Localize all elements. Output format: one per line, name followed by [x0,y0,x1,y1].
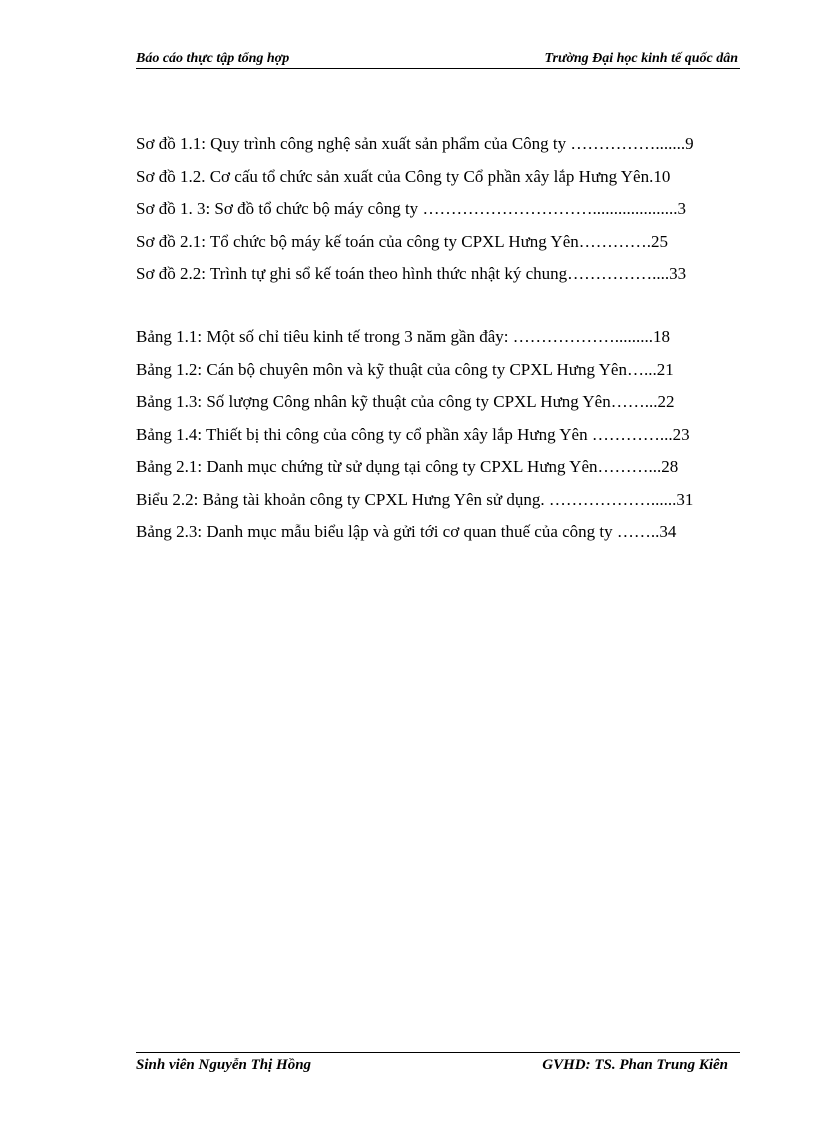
toc-entry [136,516,740,549]
toc-entry-leader: ……………....... [570,134,686,153]
toc-entry-text: Bảng 2.1: Danh mục chứng từ sử dụng tại công ty CPXL Hưng Yên [136,457,598,476]
toc-entry-page: 9 [685,134,694,153]
toc-entry [136,386,740,419]
toc-entry-page: 25 [651,231,668,251]
header-university-name: Trường Đại học kinh tế quốc dân [544,51,738,66]
footer-supervisor-name: GVHD: TS. Phan Trung Kiên [542,1057,728,1073]
toc-entry-leader: ………... [597,457,662,476]
toc-entry [136,451,740,484]
table-list [136,321,740,549]
toc-entry-page: 18 [653,327,671,346]
toc-entry [136,161,740,194]
footer-student-name: Sinh viên Nguyễn Thị Hồng [136,1057,312,1073]
toc-entry-leader: …….. [616,522,660,541]
toc-entry-leader: …... [626,359,657,379]
toc-entry-text: Bảng 2.3: Danh mục mẫu biểu lập và gửi tới cơ quan thuế của công ty [136,522,617,541]
toc-entry-page: 10 [653,166,671,186]
toc-entry-leader: …………. [578,231,651,251]
toc-entry-page: 31 [676,489,694,509]
toc-entry [136,193,740,226]
toc-entry [136,321,740,354]
toc-entry [136,419,740,452]
diagram-list [136,128,740,291]
toc-entry-text: Sơ đồ 1.1: Quy trình công nghệ sản xuất sản phẩm của Công ty [136,134,571,153]
toc-entry-text: Bảng 1.3: Số lượng Công nhân kỹ thuật của công ty CPXL Hưng Yên [136,392,611,411]
toc-entry-text: Sơ đồ 2.1: Tổ chức bộ máy kế toán của công ty CPXL Hưng Yên [136,231,579,251]
toc-entry-page: 3 [677,199,686,218]
toc-entry-text: Sơ đồ 1. 3: Sơ đồ tổ chức bộ máy công ty [136,199,423,218]
page-header [136,50,740,69]
toc-entry-page: 28 [661,457,679,476]
header-report-title: Báo cáo thực tập tổng hợp [136,51,290,66]
toc-entry [136,484,740,517]
toc-entry-page: 33 [669,264,687,283]
toc-entry-page: 23 [672,424,690,444]
toc-entry-text: Bảng 1.4: Thiết bị thi công của công ty cổ phần xây lắp Hưng Yên [136,424,592,444]
toc-entry-leader: …………….... [567,264,670,283]
toc-entry [136,128,740,161]
toc-entry-page: 34 [659,522,677,541]
toc-entry-page: 21 [656,359,674,379]
toc-entry-leader: ………………......... [512,327,654,346]
toc-entry-text: Sơ đồ 1.2. Cơ cấu tổ chức sản xuất của Công ty Cổ phần xây lắp Hưng Yên. [136,166,654,186]
toc-entry [136,226,740,259]
toc-entry-text: Bảng 1.1: Một số chỉ tiêu kinh tế trong 3 năm gần đây: [136,327,513,346]
toc-entry-leader: ………………………….................... [422,199,678,218]
toc-entry-leader: ………………...... [548,489,677,509]
toc-entry [136,258,740,291]
toc-entry [136,354,740,387]
toc-entry-text: Sơ đồ 2.2: Trình tự ghi sổ kế toán theo hình thức nhật ký chung [136,264,568,283]
toc-entry-text: Biểu 2.2: Bảng tài khoản công ty CPXL Hưng Yên sử dụng. [136,489,549,509]
page-footer [136,1052,740,1078]
toc-entry-page: 22 [657,392,675,411]
toc-entry-text: Bảng 1.2: Cán bộ chuyên môn và kỹ thuật của công ty CPXL Hưng Yên [136,359,627,379]
toc-entry-leader: …………... [591,424,673,444]
toc-entry-leader: ……... [610,392,658,411]
